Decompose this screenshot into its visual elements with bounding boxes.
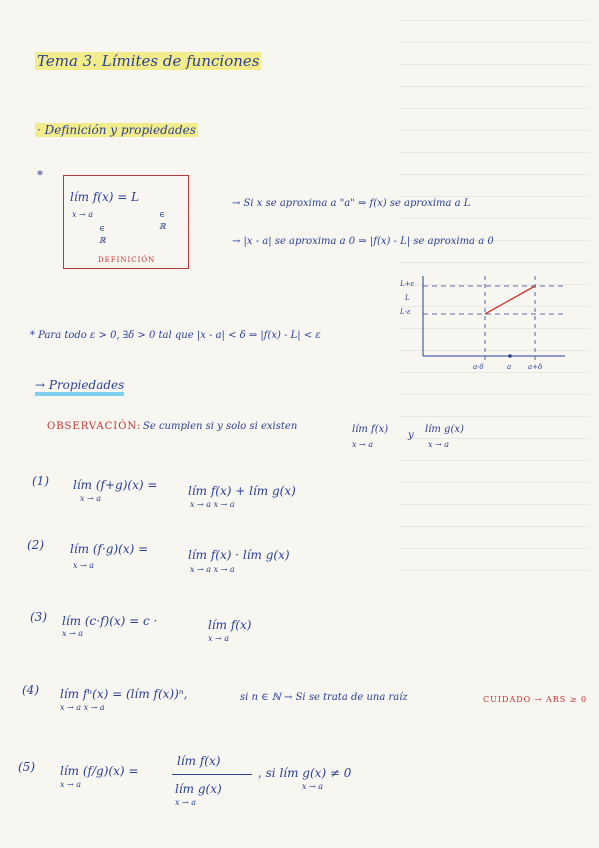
- definition-note-1: → Si x se aproxima a "a" ⇒ f(x) se aproxima a L: [232, 198, 471, 209]
- rule-5-denominator: lím g(x): [175, 782, 222, 796]
- rule-3-lhs: lím (c·f)(x) = c ·: [62, 614, 158, 628]
- rule-5-lhs: lím (f/g)(x) =: [60, 764, 139, 778]
- rule-3-number: (3): [30, 610, 47, 624]
- rule-4-warning: CUIDADO → ARS ≥ 0: [483, 695, 588, 704]
- rule-5-condition: , si lím g(x) ≠ 0: [258, 766, 352, 780]
- definition-note-2: → |x - a| se aproxima a 0 ⇒ |f(x) - L| se aproxima a 0: [232, 236, 494, 247]
- rule-5-denominator-sub: x → a: [175, 798, 197, 807]
- observation-limit-g: lím g(x): [425, 424, 464, 435]
- fraction-bar: [172, 774, 252, 775]
- section-heading: · Definición y propiedades: [37, 123, 196, 137]
- rule-2-rhs-sub: x → a x → a: [190, 565, 235, 574]
- y-label-lower: L-ε: [400, 308, 411, 316]
- real-set-2: ℝ: [159, 222, 166, 231]
- limit-expression: lím f(x) = L: [70, 190, 140, 204]
- observation-label: OBSERVACIÓN:: [47, 421, 142, 432]
- y-label-upper: L+ε: [400, 280, 415, 288]
- rule-2-number: (2): [27, 538, 44, 552]
- rule-3-rhs: lím f(x): [208, 618, 252, 632]
- rule-5-lhs-sub: x → a: [60, 780, 82, 789]
- epsilon-delta-statement: * Para todo ε > 0, ∃δ > 0 tal que |x - a| < δ ⇒ |f(x) - L| < ε: [30, 330, 321, 341]
- rule-1-rhs-sub: x → a x → a: [190, 500, 235, 509]
- rule-1-number: (1): [32, 474, 49, 488]
- rule-3-lhs-sub: x → a: [62, 629, 84, 638]
- rule-1-rhs: lím f(x) + lím g(x): [188, 484, 296, 498]
- rule-4-lhs-sub: x → a x → a: [60, 703, 105, 712]
- rule-1-lhs: lím (f+g)(x) =: [73, 478, 158, 492]
- rule-4-number: (4): [22, 683, 39, 697]
- observation-text: Se cumplen si y solo si existen: [143, 421, 298, 432]
- limit-subscript: x → a: [72, 210, 94, 219]
- rule-1-lhs-sub: x → a: [80, 494, 102, 503]
- rule-5-number: (5): [18, 760, 35, 774]
- x-label-center: a: [507, 363, 512, 371]
- x-label-right: a+δ: [528, 363, 543, 371]
- definition-label: DEFINICIÓN: [98, 256, 156, 264]
- asterisk-marker: *: [37, 168, 43, 182]
- observation-limit-f: lím f(x): [352, 424, 389, 435]
- y-label-mid: L: [405, 294, 410, 302]
- rule-2-rhs: lím f(x) · lím g(x): [188, 548, 290, 562]
- observation-limit-g-sub: x → a: [428, 440, 450, 449]
- rule-4-rhs: si n ∈ ℕ → Si se trata de una raíz: [240, 692, 408, 703]
- rule-2-lhs: lím (f·g)(x) =: [70, 542, 149, 556]
- rule-2-lhs-sub: x → a: [73, 561, 95, 570]
- definition-box: [63, 175, 189, 269]
- rule-4-lhs: lím fⁿ(x) = (lím f(x))ⁿ,: [60, 687, 188, 701]
- in-symbol-1: ∈: [99, 224, 105, 233]
- page-title: Tema 3. Límites de funciones: [37, 52, 260, 70]
- properties-heading: → Propiedades: [35, 378, 124, 392]
- rule-5-condition-sub: x → a: [302, 782, 324, 791]
- in-symbol-2: ∈: [159, 210, 165, 219]
- x-label-left: a-δ: [473, 363, 484, 371]
- epsilon-delta-graph: [395, 270, 575, 380]
- rule-5-numerator: lím f(x): [177, 754, 221, 768]
- observation-and: y: [408, 430, 414, 441]
- rule-3-rhs-sub: x → a: [208, 634, 230, 643]
- observation-limit-f-sub: x → a: [352, 440, 374, 449]
- real-set-1: ℝ: [99, 236, 106, 245]
